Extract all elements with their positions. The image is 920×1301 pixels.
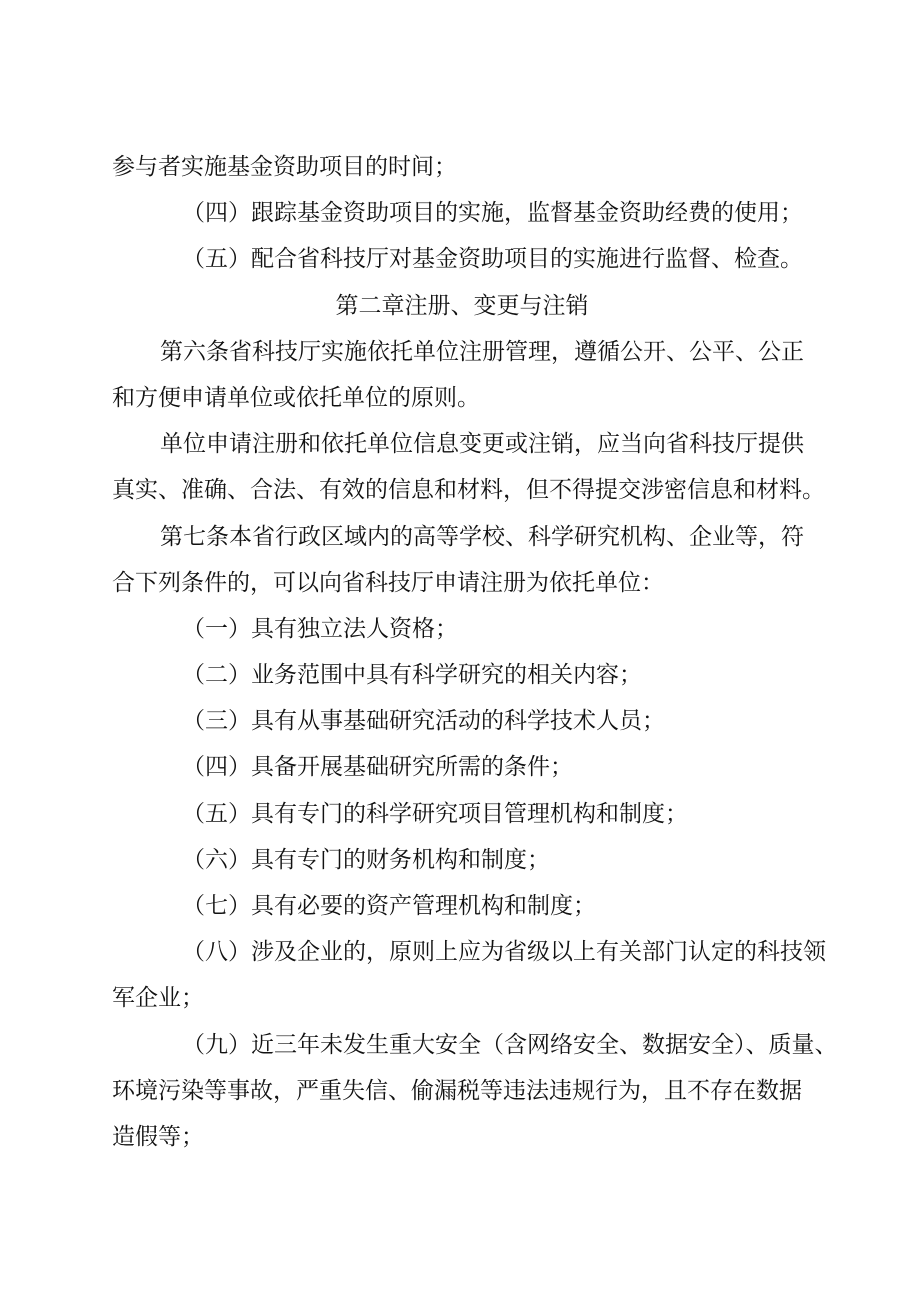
text-line: 真实、准确、合法、有效的信息和材料，但不得提交涉密信息和材料。 (112, 477, 825, 504)
text-line: 合下列条件的，可以向省科技厅申请注册为依托单位： (112, 569, 664, 596)
list-item: （九）近三年未发生重大安全（含网络安全、数据安全）、质量、 (182, 1031, 838, 1058)
list-item: （六）具有专门的财务机构和制度； (182, 846, 550, 873)
list-item: （一）具有独立法人资格； (182, 615, 458, 642)
paragraph-line: 第七条本省行政区域内的高等学校、科学研究机构、企业等，符 (160, 523, 804, 550)
list-item: （四）跟踪基金资助项目的实施，监督基金资助经费的使用； (182, 200, 803, 227)
list-item: （四）具备开展基础研究所需的条件； (182, 754, 573, 781)
text-line: 造假等； (112, 1123, 204, 1150)
document-body (112, 144, 838, 1160)
text-line: 军企业； (112, 985, 204, 1012)
text-line: 环境污染等事故，严重失信、偷漏税等违法违规行为，且不存在数据 (112, 1077, 802, 1104)
list-item: （七）具有必要的资产管理机构和制度； (182, 893, 596, 919)
text-line: 和方便申请单位或依托单位的原则。 (112, 384, 480, 411)
paragraph-line: 第六条省科技厅实施依托单位注册管理，遵循公开、公平、公正 (160, 338, 804, 365)
paragraph-line: 单位申请注册和依托单位信息变更或注销，应当向省科技厅提供 (160, 431, 804, 458)
list-item: （五）具有专门的科学研究项目管理机构和制度； (182, 800, 688, 827)
list-item: （二）业务范围中具有科学研究的相关内容； (182, 662, 642, 689)
list-item: （八）涉及企业的，原则上应为省级以上有关部门认定的科技领 (182, 939, 826, 966)
chapter-heading: 第二章注册、变更与注销 (335, 292, 589, 319)
list-item: （五）配合省科技厅对基金资助项目的实施进行监督、检查。 (182, 246, 803, 273)
text-line: 参与者实施基金资助项目的时间； (112, 154, 457, 180)
list-item: （三）具有从事基础研究活动的科学技术人员； (182, 708, 665, 735)
